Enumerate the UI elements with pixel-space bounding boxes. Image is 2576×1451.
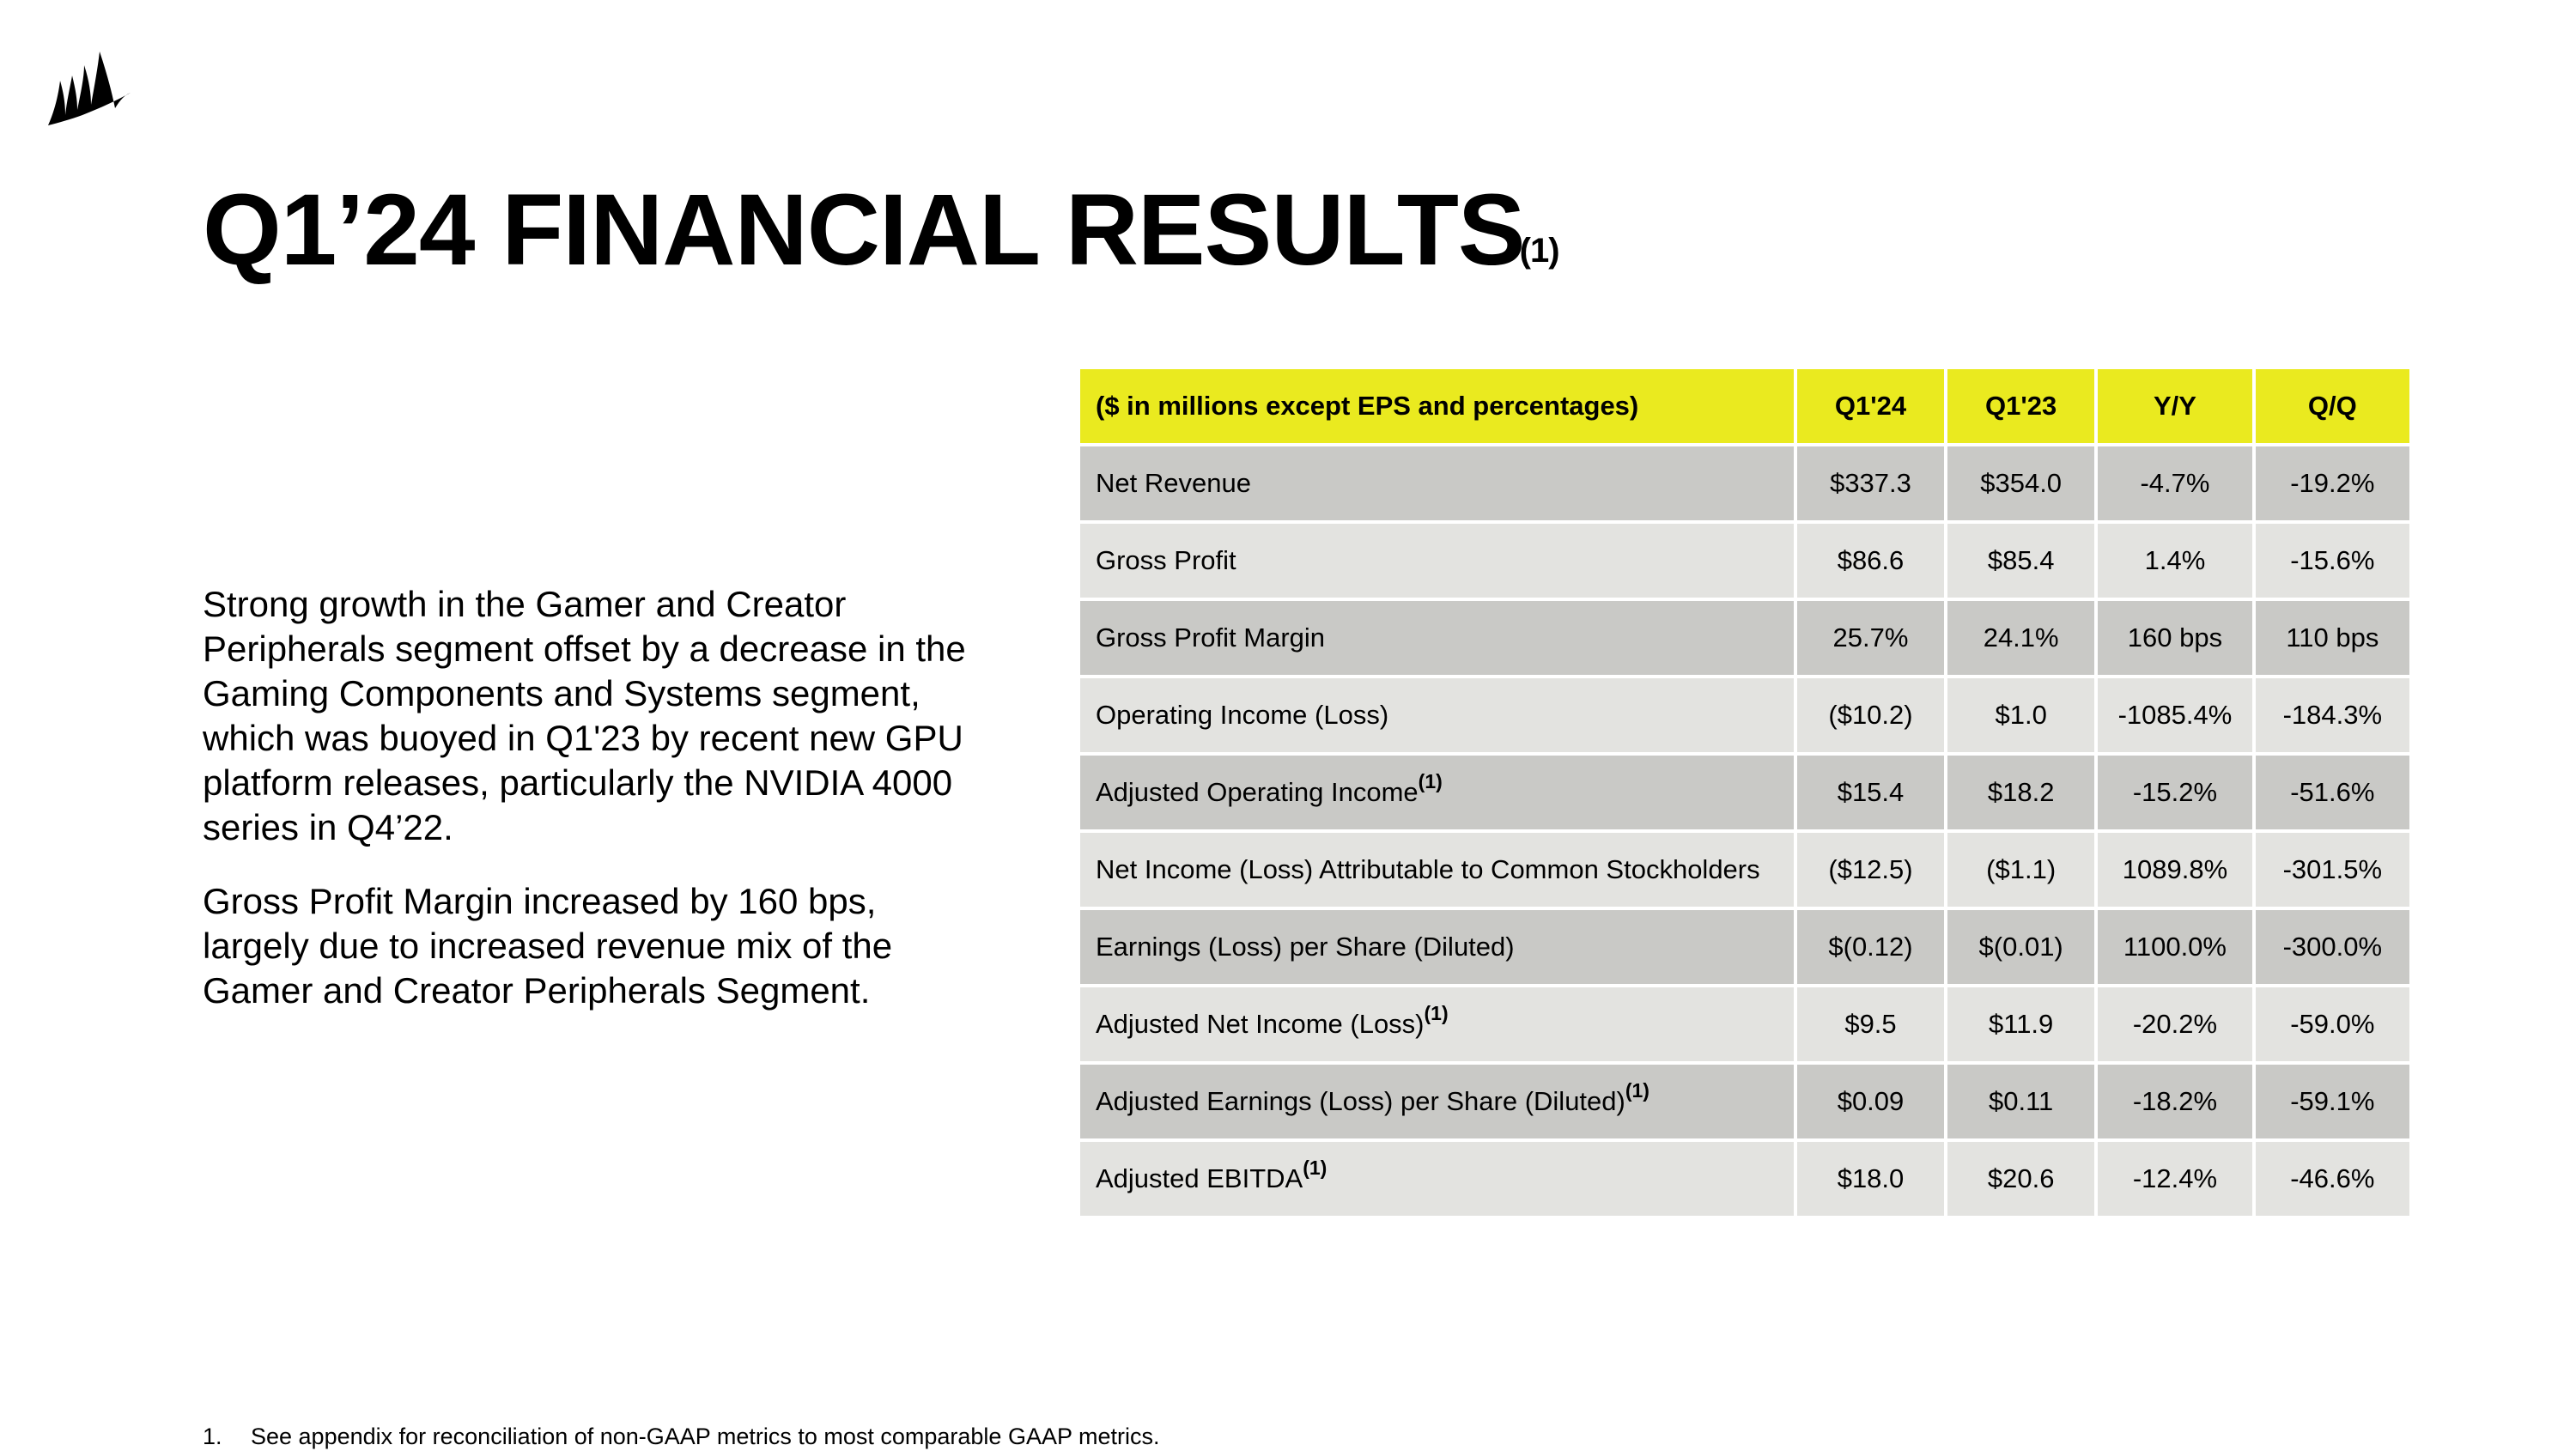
cell-q1-24: ($12.5) bbox=[1797, 833, 1944, 907]
header-metric: ($ in millions except EPS and percentages) bbox=[1080, 369, 1794, 443]
row-label: Adjusted Earnings (Loss) per Share (Diluted)$^{(1)}$ bbox=[1080, 1065, 1794, 1138]
cell-qoq: -184.3% bbox=[2256, 678, 2409, 752]
cell-q1-23: 24.1% bbox=[1947, 601, 2094, 675]
row-label: Adjusted Operating Income$^{(1)}$ bbox=[1080, 756, 1794, 829]
row-label: Operating Income (Loss) bbox=[1080, 678, 1794, 752]
header-q1-24: Q1'24 bbox=[1797, 369, 1944, 443]
cell-q1-23: $20.6 bbox=[1947, 1142, 2094, 1216]
row-label: Earnings (Loss) per Share (Diluted) bbox=[1080, 910, 1794, 984]
cell-q1-24: $0.09 bbox=[1797, 1065, 1944, 1138]
row-label: Net Income (Loss) Attributable to Common Stockholders bbox=[1080, 833, 1794, 907]
cell-q1-23: $85.4 bbox=[1947, 524, 2094, 598]
cell-yoy: -15.2% bbox=[2098, 756, 2251, 829]
cell-q1-23: $1.0 bbox=[1947, 678, 2094, 752]
cell-qoq: 110 bps bbox=[2256, 601, 2409, 675]
row-label: Adjusted Net Income (Loss)$^{(1)}$ bbox=[1080, 987, 1794, 1061]
cell-yoy: 1.4% bbox=[2098, 524, 2251, 598]
row-label: Gross Profit bbox=[1080, 524, 1794, 598]
title-footnote-ref: (1) bbox=[1519, 232, 1559, 270]
table-row bbox=[1080, 833, 2409, 907]
table-row bbox=[1080, 1065, 2409, 1138]
table-row bbox=[1080, 756, 2409, 829]
table-row bbox=[1080, 601, 2409, 675]
cell-qoq: -51.6% bbox=[2256, 756, 2409, 829]
header-yoy: Y/Y bbox=[2098, 369, 2251, 443]
header-qoq: Q/Q bbox=[2256, 369, 2409, 443]
cell-q1-24: ($10.2) bbox=[1797, 678, 1944, 752]
cell-yoy: 160 bps bbox=[2098, 601, 2251, 675]
cell-q1-23: $11.9 bbox=[1947, 987, 2094, 1061]
summary-paragraph-2: Gross Profit Margin increased by 160 bps, largely due to increased revenue mix of the Gamer and Creator Peripherals Segment. bbox=[203, 881, 893, 1011]
cell-q1-23: $0.11 bbox=[1947, 1065, 2094, 1138]
cell-q1-24: $86.6 bbox=[1797, 524, 1944, 598]
row-label: Gross Profit Margin bbox=[1080, 601, 1794, 675]
cell-qoq: -19.2% bbox=[2256, 446, 2409, 520]
page-title bbox=[203, 170, 1559, 290]
cell-q1-23: ($1.1) bbox=[1947, 833, 2094, 907]
cell-q1-24: $337.3 bbox=[1797, 446, 1944, 520]
summary-paragraph-1: Strong growth in the Gamer and Creator Peripherals segment offset by a decrease in the Gaming Components and Systems segment, which was buoyed in Q1'23 by recent new GPU platform releases, particularly the NVIDIA 4000 series in Q4’22. bbox=[203, 584, 966, 847]
row-label: Adjusted EBITDA$^{(1)}$ bbox=[1080, 1142, 1794, 1216]
cell-q1-24: $18.0 bbox=[1797, 1142, 1944, 1216]
table-row bbox=[1080, 910, 2409, 984]
cell-yoy: 1089.8% bbox=[2098, 833, 2251, 907]
footnote bbox=[203, 1422, 1159, 1451]
page-title-text: Q1’24 FINANCIAL RESULTS bbox=[203, 173, 1525, 287]
cell-qoq: -301.5% bbox=[2256, 833, 2409, 907]
table-row bbox=[1080, 678, 2409, 752]
cell-q1-24: $9.5 bbox=[1797, 987, 1944, 1061]
cell-yoy: -20.2% bbox=[2098, 987, 2251, 1061]
header-q1-23: Q1'23 bbox=[1947, 369, 2094, 443]
sails-logo-icon bbox=[46, 46, 132, 129]
cell-q1-23: $18.2 bbox=[1947, 756, 2094, 829]
cell-qoq: -46.6% bbox=[2256, 1142, 2409, 1216]
cell-q1-23: $(0.01) bbox=[1947, 910, 2094, 984]
summary-text bbox=[203, 582, 975, 1042]
cell-q1-24: $15.4 bbox=[1797, 756, 1944, 829]
footnote-text: See appendix for reconciliation of non-GAAP metrics to most comparable GAAP metrics. bbox=[251, 1424, 1160, 1449]
cell-yoy: -18.2% bbox=[2098, 1065, 2251, 1138]
cell-yoy: -4.7% bbox=[2098, 446, 2251, 520]
cell-qoq: -59.0% bbox=[2256, 987, 2409, 1061]
table-row bbox=[1080, 446, 2409, 520]
cell-qoq: -300.0% bbox=[2256, 910, 2409, 984]
cell-q1-24: 25.7% bbox=[1797, 601, 1944, 675]
table-row bbox=[1080, 1142, 2409, 1216]
cell-qoq: -15.6% bbox=[2256, 524, 2409, 598]
table-row bbox=[1080, 987, 2409, 1061]
footnote-number: 1. bbox=[203, 1424, 222, 1449]
cell-qoq: -59.1% bbox=[2256, 1065, 2409, 1138]
cell-q1-24: $(0.12) bbox=[1797, 910, 1944, 984]
financial-results-table bbox=[1077, 366, 2413, 1219]
table-row bbox=[1080, 524, 2409, 598]
cell-yoy: -1085.4% bbox=[2098, 678, 2251, 752]
cell-q1-23: $354.0 bbox=[1947, 446, 2094, 520]
cell-yoy: -12.4% bbox=[2098, 1142, 2251, 1216]
row-label: Net Revenue bbox=[1080, 446, 1794, 520]
table-header-row bbox=[1080, 369, 2409, 443]
cell-yoy: 1100.0% bbox=[2098, 910, 2251, 984]
